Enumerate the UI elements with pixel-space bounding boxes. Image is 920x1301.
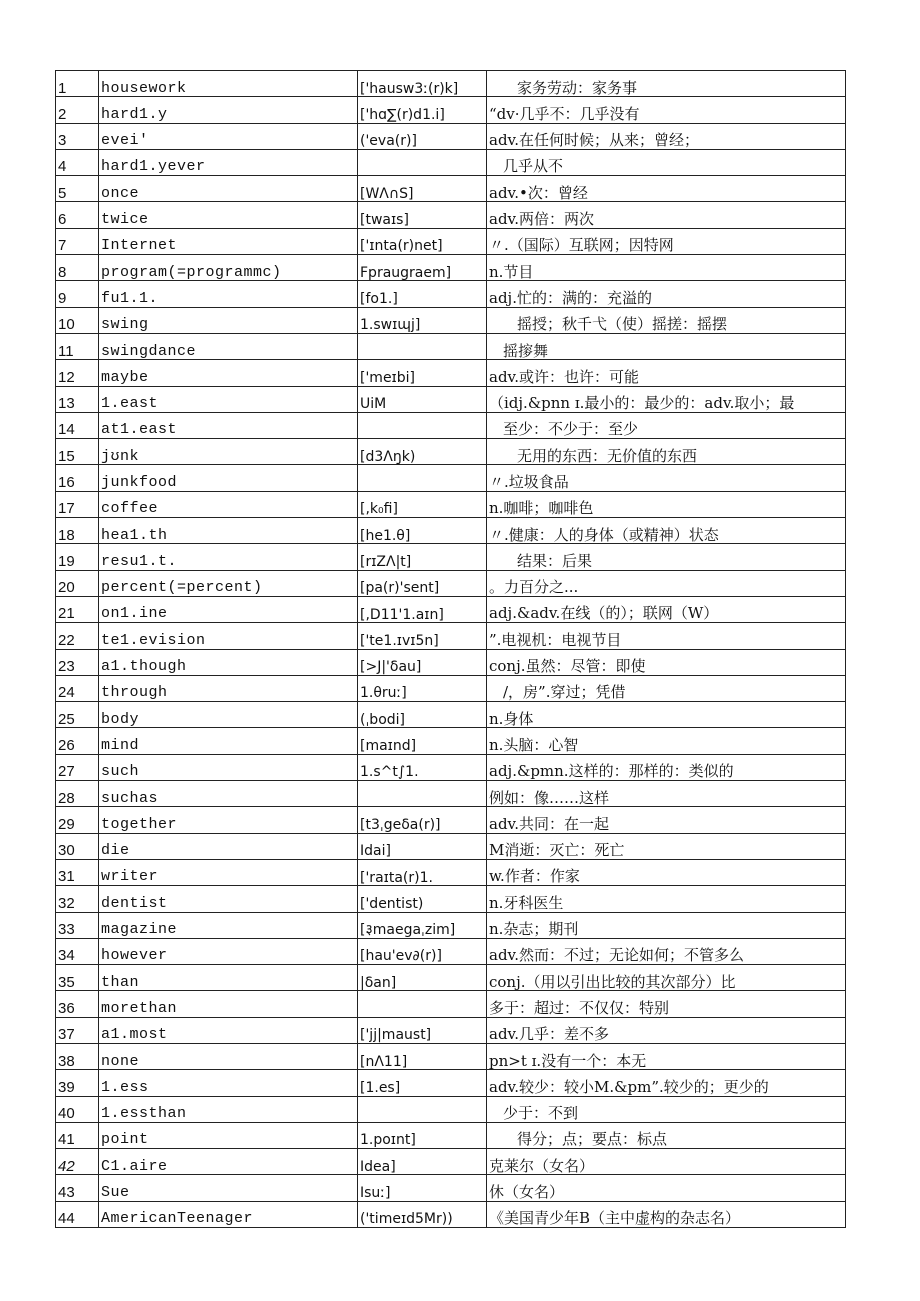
table-row [56,228,846,254]
row-number: 6 [56,202,99,228]
definition-cell: 少于：不到 [487,1096,846,1122]
definition-cell: adj.&adv.在线（的）；联网（W） [487,596,846,622]
row-number: 19 [56,544,99,570]
table-row [56,1149,846,1175]
row-number: 28 [56,781,99,807]
row-number: 3 [56,123,99,149]
word-cell: maybe [99,360,358,386]
phonetic-cell [358,465,487,491]
definition-cell: adv.在任何时候；从来；曾经； [487,123,846,149]
table-row [56,281,846,307]
row-number: 38 [56,1043,99,1069]
phonetic-cell: [>J|'δau] [358,649,487,675]
row-number: 33 [56,912,99,938]
phonetic-cell: 1.swɪɰj] [358,307,487,333]
word-cell: suchas [99,781,358,807]
definition-cell: 摇授；秋千弋（使）摇搓：摇摆 [487,307,846,333]
word-cell: 1.east [99,386,358,412]
definition-cell: 结果：后果 [487,544,846,570]
definition-cell: 《美国青少年B（主中虚构的杂志名） [487,1201,846,1227]
row-number: 20 [56,570,99,596]
row-number: 39 [56,1070,99,1096]
table-row [56,938,846,964]
row-number: 25 [56,702,99,728]
table-row [56,1017,846,1043]
word-cell: none [99,1043,358,1069]
table-row [56,544,846,570]
word-cell: body [99,702,358,728]
definition-cell: 家务劳动：家务事 [487,71,846,97]
row-number: 13 [56,386,99,412]
definition-cell: （idj.&pnn ɪ.最小的：最少的：adv.取小；最 [487,386,846,412]
definition-cell: adv.几乎：差不多 [487,1017,846,1043]
row-number: 18 [56,518,99,544]
word-cell: fu1.1. [99,281,358,307]
row-number: 37 [56,1017,99,1043]
vocabulary-table [55,70,846,1228]
row-number: 31 [56,859,99,885]
word-cell: percent(=percent) [99,570,358,596]
row-number: 14 [56,412,99,438]
table-row [56,649,846,675]
word-cell: a1.most [99,1017,358,1043]
row-number: 40 [56,1096,99,1122]
phonetic-cell: [hau'ev∂(r)] [358,938,487,964]
definition-cell: 〃.垃圾食品 [487,465,846,491]
word-cell: a1.though [99,649,358,675]
row-number: 8 [56,255,99,281]
phonetic-cell: ['hɑ∑(r)d1.i] [358,97,487,123]
table-row [56,97,846,123]
definition-cell: 克莱尔（女名） [487,1149,846,1175]
definition-cell: adv.然而：不过；无论如何；不管多么 [487,938,846,964]
phonetic-cell [358,1096,487,1122]
definition-cell: 几乎从不 [487,149,846,175]
table-row [56,71,846,97]
table-row [56,833,846,859]
word-cell: program(=programmc) [99,255,358,281]
phonetic-cell: 1.poɪnt] [358,1122,487,1148]
row-number: 5 [56,176,99,202]
row-number: 34 [56,938,99,964]
table-row [56,807,846,833]
row-number: 23 [56,649,99,675]
word-cell: Internet [99,228,358,254]
word-cell: mind [99,728,358,754]
phonetic-cell: UiM [358,386,487,412]
definition-cell: “dv·几乎不：几乎没有 [487,97,846,123]
word-cell: on1.ine [99,596,358,622]
row-number: 2 [56,97,99,123]
row-number: 15 [56,439,99,465]
word-cell: hea1.th [99,518,358,544]
table-row [56,202,846,228]
row-number: 41 [56,1122,99,1148]
phonetic-cell: [nΛ11] [358,1043,487,1069]
definition-cell: conj.虽然：尽管：即使 [487,649,846,675]
row-number: 42 [56,1149,99,1175]
table-row [56,360,846,386]
phonetic-cell [358,412,487,438]
row-number: 43 [56,1175,99,1201]
phonetic-cell: (ˌbodi] [358,702,487,728]
phonetic-cell: [1.es] [358,1070,487,1096]
table-row [56,754,846,780]
row-number: 29 [56,807,99,833]
table-row [56,965,846,991]
word-cell: swingdance [99,333,358,359]
word-cell: resu1.t. [99,544,358,570]
table-row [56,1175,846,1201]
row-number: 24 [56,675,99,701]
definition-cell: adv.或许：也许：可能 [487,360,846,386]
table-row [56,570,846,596]
phonetic-cell: [he1.θ] [358,518,487,544]
row-number: 16 [56,465,99,491]
phonetic-cell [358,991,487,1017]
row-number: 32 [56,886,99,912]
definition-cell: n.节目 [487,255,846,281]
table-row [56,123,846,149]
phonetic-cell: [,D11'1.aɪn] [358,596,487,622]
table-row [56,439,846,465]
phonetic-cell: Fpraugraem] [358,255,487,281]
row-number: 11 [56,333,99,359]
word-cell: however [99,938,358,964]
phonetic-cell: ['hausw3ː(r)k] [358,71,487,97]
word-cell: AmericanTeenager [99,1201,358,1227]
phonetic-cell: 1.s^t∫1. [358,754,487,780]
definition-cell: 无用的东西：无价值的东西 [487,439,846,465]
word-cell: 1.ess [99,1070,358,1096]
phonetic-cell: ['te1.ɪvɪ5n] [358,623,487,649]
definition-cell: n.身体 [487,702,846,728]
word-cell: hard1.yever [99,149,358,175]
table-row [56,596,846,622]
table-row [56,675,846,701]
table-row [56,518,846,544]
definition-cell: 摇摉舞 [487,333,846,359]
table-row [56,991,846,1017]
definition-cell: 例如：像……这样 [487,781,846,807]
definition-cell: 至少：不少于：至少 [487,412,846,438]
word-cell: once [99,176,358,202]
phonetic-cell: ('timeɪd5Mr)) [358,1201,487,1227]
definition-cell: adv.共同：在一起 [487,807,846,833]
phonetic-cell: [,k₀fi] [358,491,487,517]
phonetic-cell: ['raɪta(r)1. [358,859,487,885]
definition-cell: n.咖啡；咖啡色 [487,491,846,517]
word-cell: at1.east [99,412,358,438]
table-row [56,386,846,412]
table-row [56,1043,846,1069]
phonetic-cell: Idai] [358,833,487,859]
definition-cell: n.头脑：心智 [487,728,846,754]
row-number: 36 [56,991,99,1017]
table-row [56,307,846,333]
phonetic-cell: [pa(r)'sent] [358,570,487,596]
definition-cell: n.牙科医生 [487,886,846,912]
phonetic-cell: ['jj|maust] [358,1017,487,1043]
table-row [56,465,846,491]
definition-cell: 〃.（国际）互联网；因特网 [487,228,846,254]
row-number: 30 [56,833,99,859]
phonetic-cell: ['meɪbi] [358,360,487,386]
row-number: 12 [56,360,99,386]
table-row [56,781,846,807]
definition-cell: n.杂志；期刊 [487,912,846,938]
phonetic-cell: ['dentist) [358,886,487,912]
definition-cell: adv.较少：较小M.&pm”.较少的；更少的 [487,1070,846,1096]
definition-cell: 休（女名） [487,1175,846,1201]
definition-cell: 得分；点；要点：标点 [487,1122,846,1148]
phonetic-cell [358,149,487,175]
row-number: 7 [56,228,99,254]
word-cell: C1.aire [99,1149,358,1175]
definition-cell: pn>t ɪ.没有一个：本无 [487,1043,846,1069]
definition-cell: adv.•次：曾经 [487,176,846,202]
table-row [56,912,846,938]
word-cell: coffee [99,491,358,517]
word-cell: such [99,754,358,780]
phonetic-cell: [rɪZΛ|t] [358,544,487,570]
word-cell: twice [99,202,358,228]
table-row [56,623,846,649]
row-number: 17 [56,491,99,517]
table-row [56,859,846,885]
phonetic-cell: Idea] [358,1149,487,1175]
phonetic-cell: [t3ˌgeδa(r)] [358,807,487,833]
word-cell: evei' [99,123,358,149]
word-cell: together [99,807,358,833]
word-cell: magazine [99,912,358,938]
word-cell: junkfood [99,465,358,491]
table-row [56,412,846,438]
table-row [56,176,846,202]
table-row [56,1070,846,1096]
phonetic-cell [358,781,487,807]
word-cell: te1.evision [99,623,358,649]
row-number: 1 [56,71,99,97]
word-cell: hard1.y [99,97,358,123]
word-cell: Sue [99,1175,358,1201]
word-cell: writer [99,859,358,885]
definition-cell: adv.两倍：两次 [487,202,846,228]
definition-cell: w.作者：作家 [487,859,846,885]
definition-cell: adj.&pmn.这样的：那样的：类似的 [487,754,846,780]
phonetic-cell: [twaɪs] [358,202,487,228]
row-number: 22 [56,623,99,649]
definition-cell: /，房”.穿过；凭借 [487,675,846,701]
row-number: 9 [56,281,99,307]
phonetic-cell: [fo1.] [358,281,487,307]
word-cell: morethan [99,991,358,1017]
phonetic-cell: 1.θruː] [358,675,487,701]
row-number: 4 [56,149,99,175]
phonetic-cell: [३maegaˌzim] [358,912,487,938]
row-number: 10 [56,307,99,333]
word-cell: housework [99,71,358,97]
word-cell: than [99,965,358,991]
word-cell: 1.essthan [99,1096,358,1122]
row-number: 44 [56,1201,99,1227]
table-row [56,1122,846,1148]
table-row [56,333,846,359]
table-row [56,255,846,281]
definition-cell: 。力百分之... [487,570,846,596]
row-number: 35 [56,965,99,991]
word-cell: die [99,833,358,859]
vocabulary-table-body [56,71,846,1228]
definition-cell: ”.电视机：电视节目 [487,623,846,649]
definition-cell: M消逝：灭亡：死亡 [487,833,846,859]
word-cell: swing [99,307,358,333]
table-row [56,149,846,175]
phonetic-cell: [maɪnd] [358,728,487,754]
row-number: 21 [56,596,99,622]
phonetic-cell: ['ɪnta(r)net] [358,228,487,254]
phonetic-cell: [d3Λŋk) [358,439,487,465]
row-number: 27 [56,754,99,780]
word-cell: point [99,1122,358,1148]
table-row [56,702,846,728]
word-cell: through [99,675,358,701]
definition-cell: 多于：超过：不仅仅：特别 [487,991,846,1017]
definition-cell: adj.忙的：满的：充溢的 [487,281,846,307]
phonetic-cell [358,333,487,359]
table-row [56,886,846,912]
phonetic-cell: ('eva(r)] [358,123,487,149]
word-cell: dentist [99,886,358,912]
table-row [56,728,846,754]
table-row [56,491,846,517]
table-row [56,1201,846,1227]
phonetic-cell: |δan] [358,965,487,991]
word-cell: jʊnk [99,439,358,465]
definition-cell: conj.（用以引出比较的其次部分）比 [487,965,846,991]
table-row [56,1096,846,1122]
definition-cell: 〃.健康：人的身体（或精神）状态 [487,518,846,544]
phonetic-cell: [WΛ∩S] [358,176,487,202]
row-number: 26 [56,728,99,754]
phonetic-cell: Isuː] [358,1175,487,1201]
